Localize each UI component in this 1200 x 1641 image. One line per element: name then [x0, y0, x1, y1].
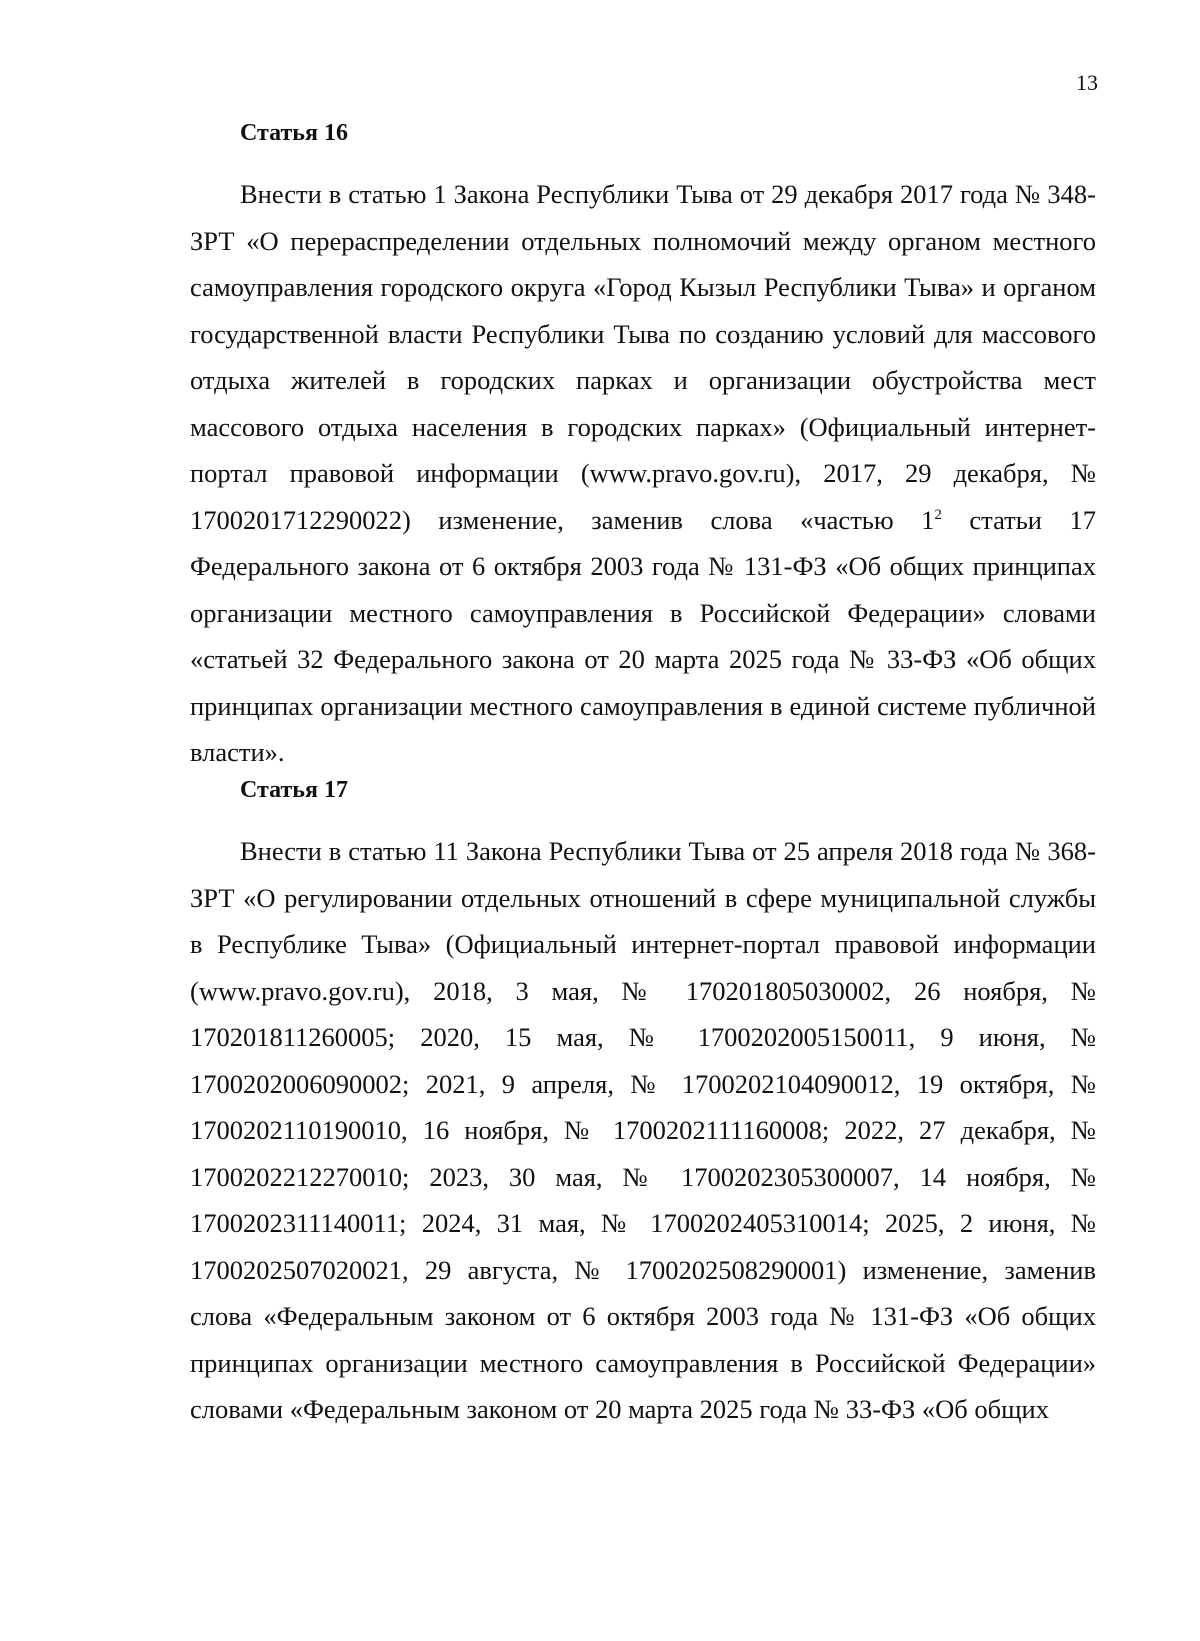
page-number: 13: [1076, 70, 1098, 95]
article-17-heading: Статья 17: [240, 777, 348, 803]
article-16-text-part-1: Внести в статью 1 Закона Республики Тыва от 29 декабря 2017 года № 348-ЗРТ «О перераспределении отдельных полномочий между органом местного самоуправления городского округа «Город Кызыл Республики Тыва» и органом государственной власти Республики Тыва по созданию условий для массового отдыха жителей в городских парках и организации обустройства мест массового отдыха населения в городских парках» (Официальный интернет-портал правовой информации (www.pravo.gov.ru), 2017, 29 декабря, № 1700201712290022) изменение, заменив слова «частью 1: [190, 179, 1096, 535]
article-16: [190, 117, 1096, 776]
article-17-body: Внести в статью 11 Закона Республики Тыва от 25 апреля 2018 года № 368-ЗРТ «О регулировании отдельных отношений в сфере муниципальной службы в Республике Тыва» (Официальный интернет-портал правовой информации (www.pravo.gov.ru), 2018, 3 мая, № 170201805030002, 26 ноября, № 170201811260005; 2020, 15 мая, № 1700202005150011, 9 июня, № 1700202006090002; 2021, 9 апреля, № 1700202104090012, 19 октября, № 1700202110190010, 16 ноября, № 1700202111160008; 2022, 27 декабря, № 1700202212270010; 2023, 30 мая, № 1700202305300007, 14 ноября, № 1700202311140011; 2024, 31 мая, № 1700202405310014; 2025, 2 июня, № 1700202507020021, 29 августа, № 1700202508290001) изменение, заменив слова «Федеральным законом от 6 октября 2003 года № 131-ФЗ «Об общих принципах организации местного самоуправления в Российской Федерации» словами «Федеральным законом от 20 марта 2025 года № 33-ФЗ «Об общих: [190, 836, 1096, 1424]
article-16-body: [190, 171, 1096, 776]
article-16-text-part-2: статьи 17 Федерального закона от 6 октября 2003 года № 131-ФЗ «Об общих принципах организации местного самоуправления в Российской Федерации» словами «статьей 32 Федерального закона от 20 марта 2025 года № 33-ФЗ «Об общих принципах организации местного самоуправления в единой системе публичной власти».: [190, 504, 1096, 767]
article-17: [190, 774, 1096, 1433]
article-16-heading: Статья 16: [240, 120, 348, 146]
article-16-superscript: 2: [934, 506, 942, 523]
